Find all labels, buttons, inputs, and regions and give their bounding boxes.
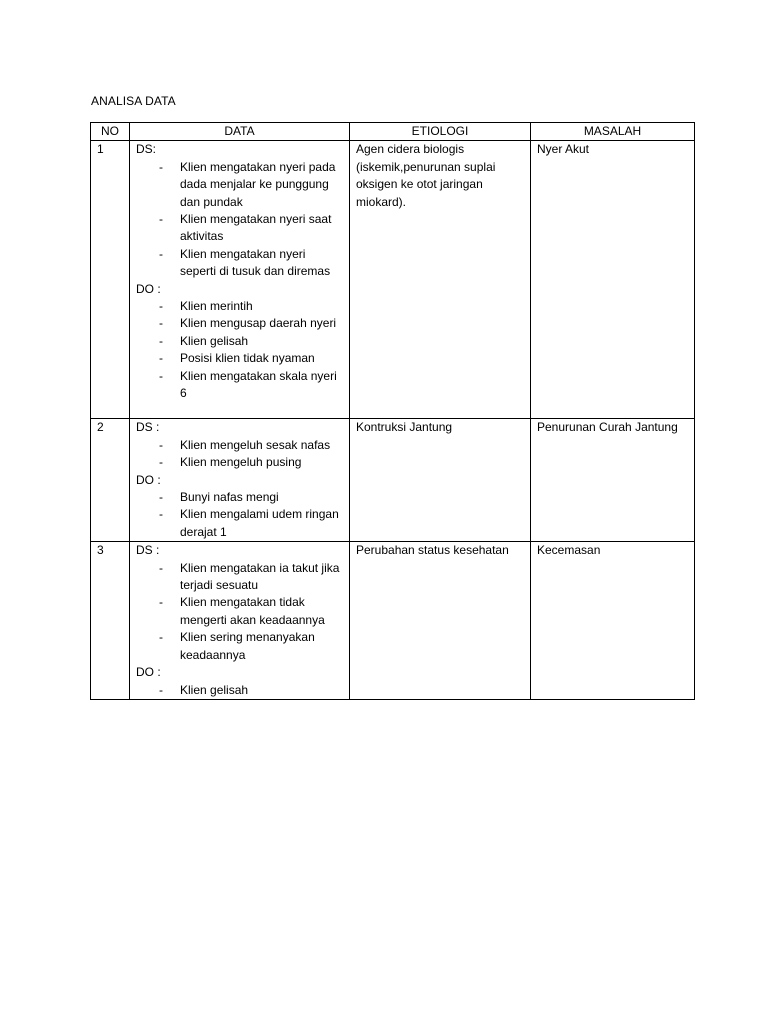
list-item: - Klien mengatakan tidak mengerti akan keadaannya xyxy=(136,594,343,629)
data-cell xyxy=(130,542,350,700)
list-item: - Klien sering menanyakan keadaannya xyxy=(136,629,343,664)
list-item: - Klien merintih xyxy=(136,298,343,315)
table-row xyxy=(91,542,695,700)
list-item: - Bunyi nafas mengi xyxy=(136,489,343,506)
etiologi-cell: Agen cidera biologis (iskemik,penurunan suplai oksigen ke otot jaringan miokard). xyxy=(350,141,531,419)
do-list xyxy=(136,682,343,699)
table-row xyxy=(91,419,695,542)
list-item: - Klien gelisah xyxy=(136,333,343,350)
list-item: - Klien mengatakan nyeri saat aktivitas xyxy=(136,211,343,246)
do-label: DO : xyxy=(136,281,161,296)
list-item: - Klien mengeluh pusing xyxy=(136,454,343,471)
header-etiologi: ETIOLOGI xyxy=(350,123,531,141)
ds-label: DS : xyxy=(136,420,160,435)
ds-list xyxy=(136,159,343,281)
ds-label: DS: xyxy=(136,142,157,157)
table-row xyxy=(91,141,695,419)
row-number: 3 xyxy=(91,542,130,700)
do-label: DO : xyxy=(136,665,161,680)
list-item: - Klien mengalami udem ringan derajat 1 xyxy=(136,506,343,541)
list-item: - Klien mengatakan nyeri seperti di tusuk dan diremas xyxy=(136,246,343,281)
list-item: - Klien mengusap daerah nyeri xyxy=(136,315,343,332)
etiologi-cell: Kontruksi Jantung xyxy=(350,419,531,542)
data-cell xyxy=(130,419,350,542)
masalah-cell: Kecemasan xyxy=(531,542,695,700)
header-data: DATA xyxy=(130,123,350,141)
row-number: 1 xyxy=(91,141,130,419)
masalah-cell: Penurunan Curah Jantung xyxy=(531,419,695,542)
etiologi-cell: Perubahan status kesehatan xyxy=(350,542,531,700)
ds-list xyxy=(136,437,343,472)
header-row xyxy=(91,123,695,141)
list-item: - Posisi klien tidak nyaman xyxy=(136,350,343,367)
list-item: - Klien gelisah xyxy=(136,682,343,699)
masalah-cell: Nyer Akut xyxy=(531,141,695,419)
list-item: - Klien mengatakan nyeri pada dada menjalar ke punggung dan pundak xyxy=(136,159,343,211)
list-item: - Klien mengatakan ia takut jika terjadi sesuatu xyxy=(136,560,343,595)
list-item: - Klien mengeluh sesak nafas xyxy=(136,437,343,454)
ds-list xyxy=(136,560,343,664)
data-cell xyxy=(130,141,350,419)
header-no: NO xyxy=(91,123,130,141)
header-masalah: MASALAH xyxy=(531,123,695,141)
do-label: DO : xyxy=(136,472,161,487)
do-list xyxy=(136,489,343,541)
do-list xyxy=(136,298,343,402)
list-item: - Klien mengatakan skala nyeri 6 xyxy=(136,368,343,403)
analysis-table xyxy=(90,122,695,700)
document-title: ANALISA DATA xyxy=(91,94,176,108)
row-number: 2 xyxy=(91,419,130,542)
ds-label: DS : xyxy=(136,543,160,558)
